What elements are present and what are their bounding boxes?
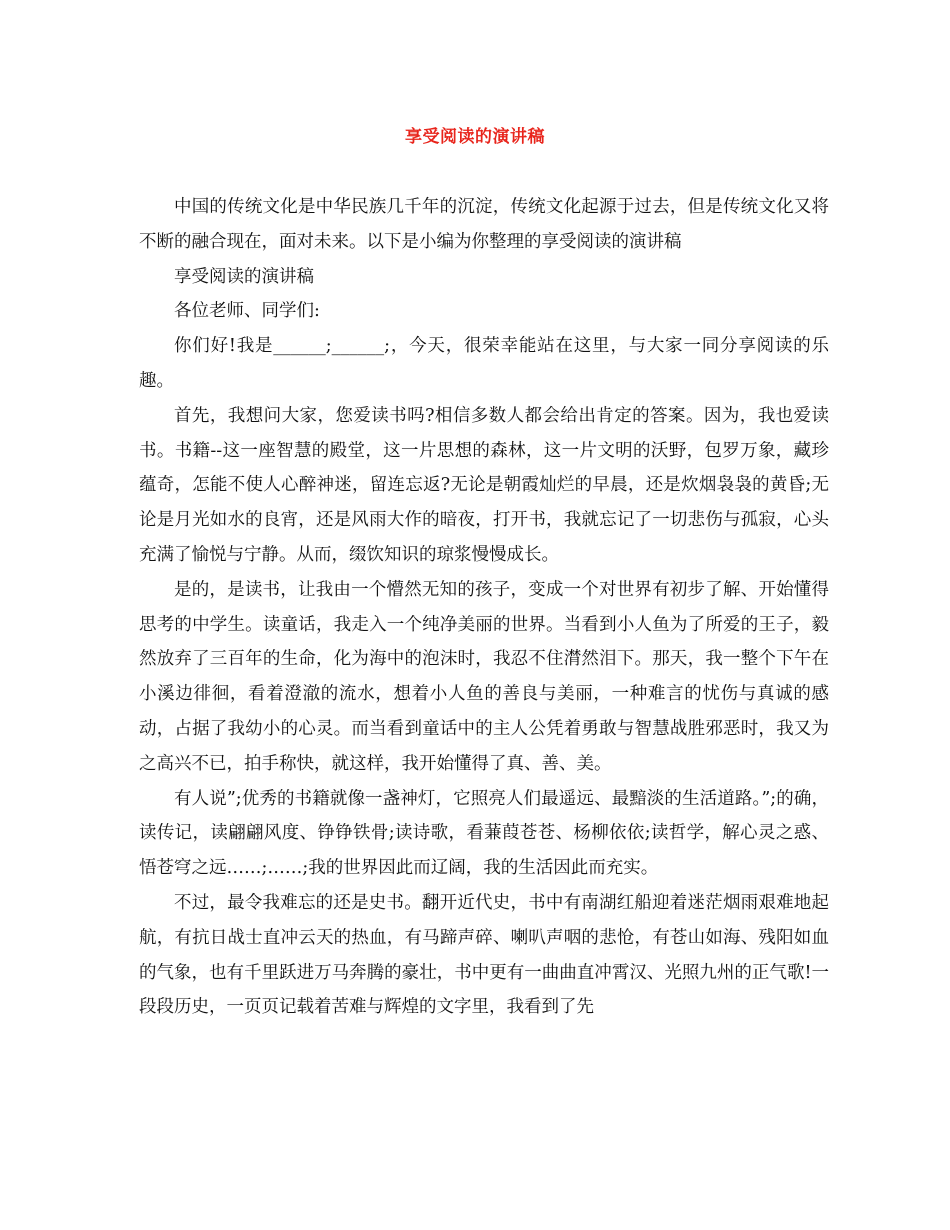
paragraph-intro: 中国的传统文化是中华民族几千年的沉淀，传统文化起源于过去，但是传统文化又将不断的融合现在，面对未来。以下是小编为你整理的享受阅读的演讲稿 <box>139 197 829 252</box>
paragraph-subtitle: 享受阅读的演讲稿 <box>174 266 314 287</box>
paragraph-love-reading: 首先，我想问大家，您爱读书吗?相信多数人都会给出肯定的答案。因为，我也爱读书。书籍--这一座智慧的殿堂，这一片思想的森林，这一片文明的沃野，包罗万象，藏珍蕴奇，怎能不使人心醉神迷，留连忘返?无论是朝霞灿烂的早晨，还是炊烟袅袅的黄昏;无论是月光如水的良宵，还是风雨大作的暗夜，打开书，我就忘记了一切悲伤与孤寂，心头充满了愉悦与宁静。从而，缀饮知识的琼浆慢慢成长。 <box>139 405 829 565</box>
document-body <box>139 190 829 1025</box>
document-title: 享受阅读的演讲稿 <box>405 127 545 147</box>
paragraph-books-lamp: 有人说”;优秀的书籍就像一盏神灯，它照亮人们最遥远、最黯淡的生活道路。”;的确，读传记，读翩翩风度、铮铮铁骨;读诗歌，看蒹葭苍苍、杨柳依依;读哲学，解心灵之惑、悟苍穹之远……;……;我的世界因此而辽阔，我的生活因此而充实。 <box>139 788 829 879</box>
paragraph-greeting: 你们好!我是______;______;，今天，很荣幸能站在这里，与大家一同分享阅读的乐趣。 <box>139 336 829 391</box>
paragraph-salutation: 各位老师、同学们: <box>174 301 320 322</box>
paragraph-fairy-tales: 是的，是读书，让我由一个懵然无知的孩子，变成一个对世界有初步了解、开始懂得思考的中学生。读童话，我走入一个纯净美丽的世界。当看到小人鱼为了所爱的王子，毅然放弃了三百年的生命，化为海中的泡沫时，我忍不住潸然泪下。那天，我一整个下午在小溪边徘徊，看着澄澈的流水，想着小人鱼的善良与美丽，一种难言的忧伤与真诚的感动，占据了我幼小的心灵。而当看到童话中的主人公凭着勇敢与智慧战胜邪恶时，我又为之高兴不已，拍手称快，就这样，我开始懂得了真、善、美。 <box>139 579 829 774</box>
paragraph-history: 不过，最令我难忘的还是史书。翻开近代史，书中有南湖红船迎着迷茫烟雨艰难地起航，有抗日战士直冲云天的热血，有马蹄声碎、喇叭声咽的悲怆，有苍山如海、残阳如血的气象，也有千里跃进万马奔腾的豪壮，书中更有一曲曲直冲霄汉、光照九州的正气歌!一段段历史，一页页记载着苦难与辉煌的文字里，我看到了先 <box>139 892 829 1018</box>
